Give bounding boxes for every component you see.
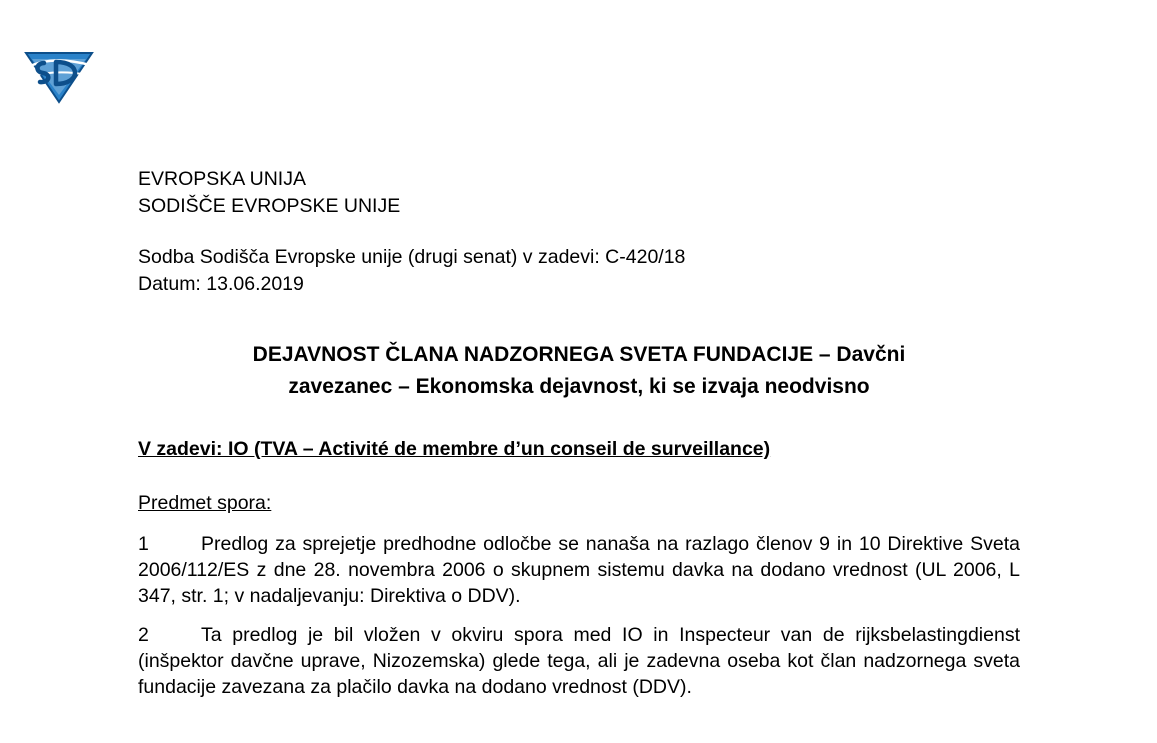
court-header	[138, 166, 400, 220]
paragraph-number: 2	[138, 624, 149, 646]
title-line-1: DEJAVNOST ČLANA NADZORNEGA SVETA FUNDACIJE – Davčni	[252, 343, 906, 366]
paragraph-number: 1	[138, 533, 149, 555]
title-line-2: zavezanec – Ekonomska dejavnost, ki se izvaja neodvisno	[288, 375, 870, 398]
paragraph-1	[138, 531, 1020, 609]
case-info	[138, 244, 685, 298]
judgment-date: Datum: 13.06.2019	[138, 273, 304, 295]
paragraph-text: Ta predlog je bil vložen v okviru spora med IO in Inspecteur van de rijksbelastingdienst (inšpektor davčne uprave, Nizozemska) glede tega, ali je zadevna oseba kot član nadzornega sveta fundacije zavezana za plačilo davka na dodano vrednost (DDV).	[138, 624, 1020, 698]
paragraph-2	[138, 622, 1020, 700]
judgment-reference: Sodba Sodišča Evropske unije (drugi senat) v zadevi: C-420/18	[138, 246, 686, 268]
subject-label: Predmet spora:	[138, 492, 272, 514]
document-title	[138, 339, 1020, 403]
sd-logo-icon	[22, 47, 96, 105]
paragraph-text: Predlog za sprejetje predhodne odločbe se nanaša na razlago členov 9 in 10 Direktive Sveta 2006/112/ES z dne 28. novembra 2006 o skupnem sistemu davka na dodano vrednost (UL 2006, L 347, str. 1; v nadaljevanju: Direktiva o DDV).	[138, 533, 1020, 607]
case-name: V zadevi: IO (TVA – Activité de membre d’un conseil de surveillance)	[138, 438, 771, 460]
header-court: SODIŠČE EVROPSKE UNIJE	[138, 195, 401, 217]
header-union: EVROPSKA UNIJA	[138, 168, 306, 190]
